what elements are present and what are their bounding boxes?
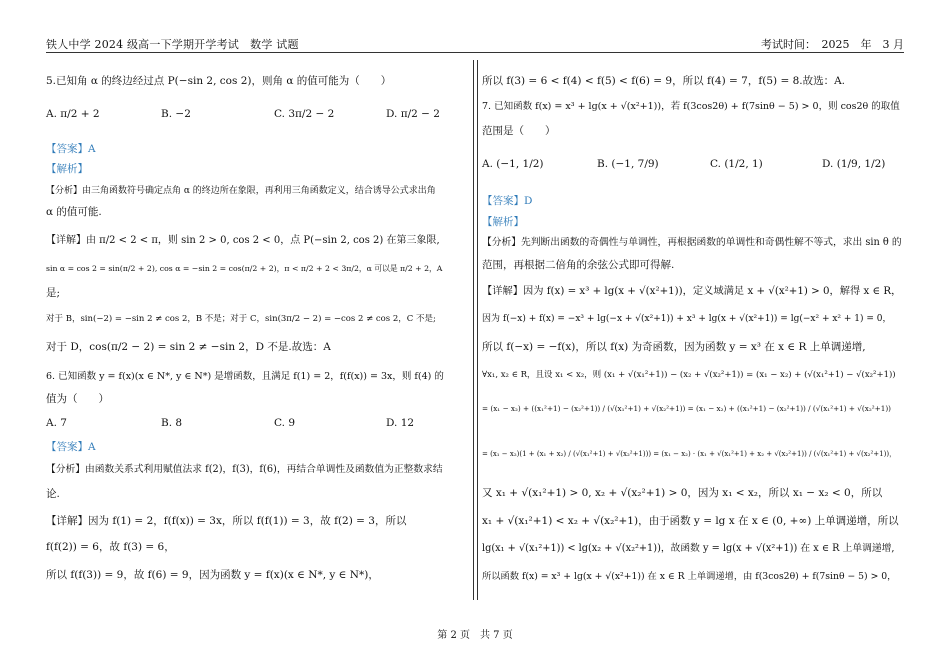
column-divider	[473, 60, 478, 600]
q7-detail-2: 因为 f(−x) + f(x) = −x³ + lg(−x + √(x²+1)) + x³ + lg(x + √(x²+1)) = lg(−x² + x² + 1) = 0，	[482, 314, 892, 324]
q7-option-b: B. (−1, 7/9)	[597, 158, 659, 170]
q5-detail-2: sin α = cos 2 = sin(π/2 + 2), cos α = −sin 2 = cos(π/2 + 2)，π < π/2 + 2 < 3π/2，α 可以是 π/2 + 2，A	[46, 264, 443, 273]
q6-option-a: A. 7	[46, 417, 67, 429]
q5-detail-3: 是;	[46, 287, 61, 299]
q7-detail-5: = (x₁ − x₂) + ((x₁²+1) − (x₂²+1)) / (√(x₁²+1) + √(x₂²+1)) = (x₁ − x₂) + ((x₁²+1) − (x₂²+1)) / (√(x₁²+1) + √(x₂²+1))	[482, 404, 892, 413]
q5-option-a: A. π/2 + 2	[46, 108, 100, 120]
q6-option-b: B. 8	[161, 417, 183, 429]
exam-title: 铁人中学 2024 级高一下学期开学考试 数学 试题	[46, 38, 299, 51]
q6-option-d: D. 12	[386, 417, 415, 429]
q7-detail-9: lg(x₁ + √(x₁²+1)) < lg(x₂ + √(x₂²+1))，故函数 y = lg(x + √(x²+1)) 在 x ∈ R 上单调递增,	[482, 543, 895, 554]
q7-analysis-1: 【分析】先判断出函数的奇偶性与单调性，再根据函数的单调性和奇偶性解不等式，求出 sin θ 的	[482, 237, 902, 248]
q6-analysis-1: 【分析】由函数关系式利用赋值法求 f(2)，f(3)，f(6)，再结合单调性及函数值为正整数求结	[46, 464, 443, 475]
q6-detail-2: f(f(2)) = 6，故 f(3) = 6，	[46, 541, 175, 553]
q5-detail-1: 【详解】由 π/2 < 2 < π，则 sin 2 > 0, cos 2 < 0，点 P(−sin 2, cos 2) 在第三象限,	[46, 235, 440, 246]
q7-option-c: C. (1/2, 1)	[710, 158, 763, 170]
q7-option-a: A. (−1, 1/2)	[482, 158, 544, 170]
q7-detail-7: 又 x₁ + √(x₁²+1) > 0, x₂ + √(x₂²+1) > 0，因为 x₁ < x₂，所以 x₁ − x₂ < 0，所以	[482, 487, 883, 499]
q5-analysis-2: α 的值可能.	[46, 206, 102, 218]
q7-detail-3: 所以 f(−x) = −f(x)，所以 f(x) 为奇函数，因为函数 y = x³ 在 x ∈ R 上单调递增,	[482, 341, 866, 353]
q6-detail-3: 所以 f(f(3)) = 9，故 f(6) = 9，因为函数 y = f(x)(x ∈ N*, y ∈ N*)，	[46, 569, 379, 581]
page-footer: 第 2 页 共 7 页	[437, 630, 513, 641]
q5-detail-5: 对于 D，cos(π/2 − 2) = sin 2 ≠ −sin 2，D 不是.故选：A	[46, 341, 331, 353]
q7-stem-2: 范围是（ ）	[482, 125, 556, 137]
q6-analysis-2: 论.	[46, 488, 60, 500]
q6-answer: 【答案】A	[46, 441, 96, 453]
q7-detail-10: 所以函数 f(x) = x³ + lg(x + √(x²+1)) 在 x ∈ R 上单调递增，由 f(3cos2θ) + f(7sinθ − 5) > 0，	[482, 571, 897, 582]
q6-stem-1: 6. 已知函数 y = f(x)(x ∈ N*, y ∈ N*) 是增函数，且满足 f(1) = 2，f(f(x)) = 3x，则 f(4) 的	[46, 371, 444, 382]
q7-detail-8: x₁ + √(x₁²+1) < x₂ + √(x₂²+1)，由于函数 y = lg x 在 x ∈ (0, +∞) 上单调递增，所以	[482, 515, 899, 527]
q7-stem-1: 7. 已知函数 f(x) = x³ + lg(x + √(x²+1))，若 f(3cos2θ) + f(7sinθ − 5) > 0，则 cos2θ 的取值	[482, 101, 900, 112]
q7-option-d: D. (1/9, 1/2)	[822, 158, 886, 170]
q6-option-c: C. 9	[274, 417, 296, 429]
q7-detail-4: ∀x₁, x₂ ∈ R，且设 x₁ < x₂，则 (x₁ + √(x₁²+1)) − (x₂ + √(x₂²+1)) = (x₁ − x₂) + (√(x₁²+1) − √(x₂²+1))	[482, 370, 896, 380]
q5-option-b: B. −2	[161, 108, 191, 120]
q6-conclusion: 所以 f(3) = 6 < f(4) < f(5) < f(6) = 9，所以 f(4) = 7，f(5) = 8.故选：A.	[482, 75, 846, 87]
q5-option-c: C. 3π/2 − 2	[274, 108, 335, 120]
q5-option-d: D. π/2 − 2	[386, 108, 440, 120]
q7-analysis-2: 范围，再根据二倍角的余弦公式即可得解.	[482, 259, 675, 271]
q5-analysis-1: 【分析】由三角函数符号确定点角 α 的终边所在象限，再利用三角函数定义，结合诱导公式求出角	[46, 186, 436, 196]
q7-jiexi-label: 【解析】	[482, 216, 524, 228]
q6-stem-2: 值为（ ）	[46, 393, 109, 405]
q5-jiexi-label: 【解析】	[46, 163, 88, 175]
q7-detail-1: 【详解】因为 f(x) = x³ + lg(x + √(x²+1))，定义域满足 x + √(x²+1) > 0，解得 x ∈ R，	[482, 285, 902, 297]
q5-answer: 【答案】A	[46, 143, 96, 155]
q5-detail-4: 对于 B，sin(−2) = −sin 2 ≠ cos 2，B 不是；对于 C，sin(3π/2 − 2) = −cos 2 ≠ cos 2，C 不是;	[46, 314, 436, 324]
q5-stem: 5.已知角 α 的终边经过点 P(−sin 2, cos 2)，则角 α 的值可能为（ ）	[46, 75, 392, 87]
q7-answer: 【答案】D	[482, 195, 533, 207]
q7-detail-6: = (x₁ − x₂)(1 + (x₁ + x₂) / (√(x₁²+1) + √(x₂²+1))) = (x₁ − x₂) · (x₁ + √(x₁²+1) + x₂ + √(x₂²+1)) / (√(x₁²+1) + √(x₂²+1))，	[482, 450, 897, 458]
page-header	[46, 34, 904, 53]
exam-date: 考试时间： 2025 年 3 月	[761, 38, 904, 51]
q6-detail-1: 【详解】因为 f(1) = 2，f(f(x)) = 3x，所以 f(f(1)) = 3，故 f(2) = 3，所以	[46, 515, 407, 527]
